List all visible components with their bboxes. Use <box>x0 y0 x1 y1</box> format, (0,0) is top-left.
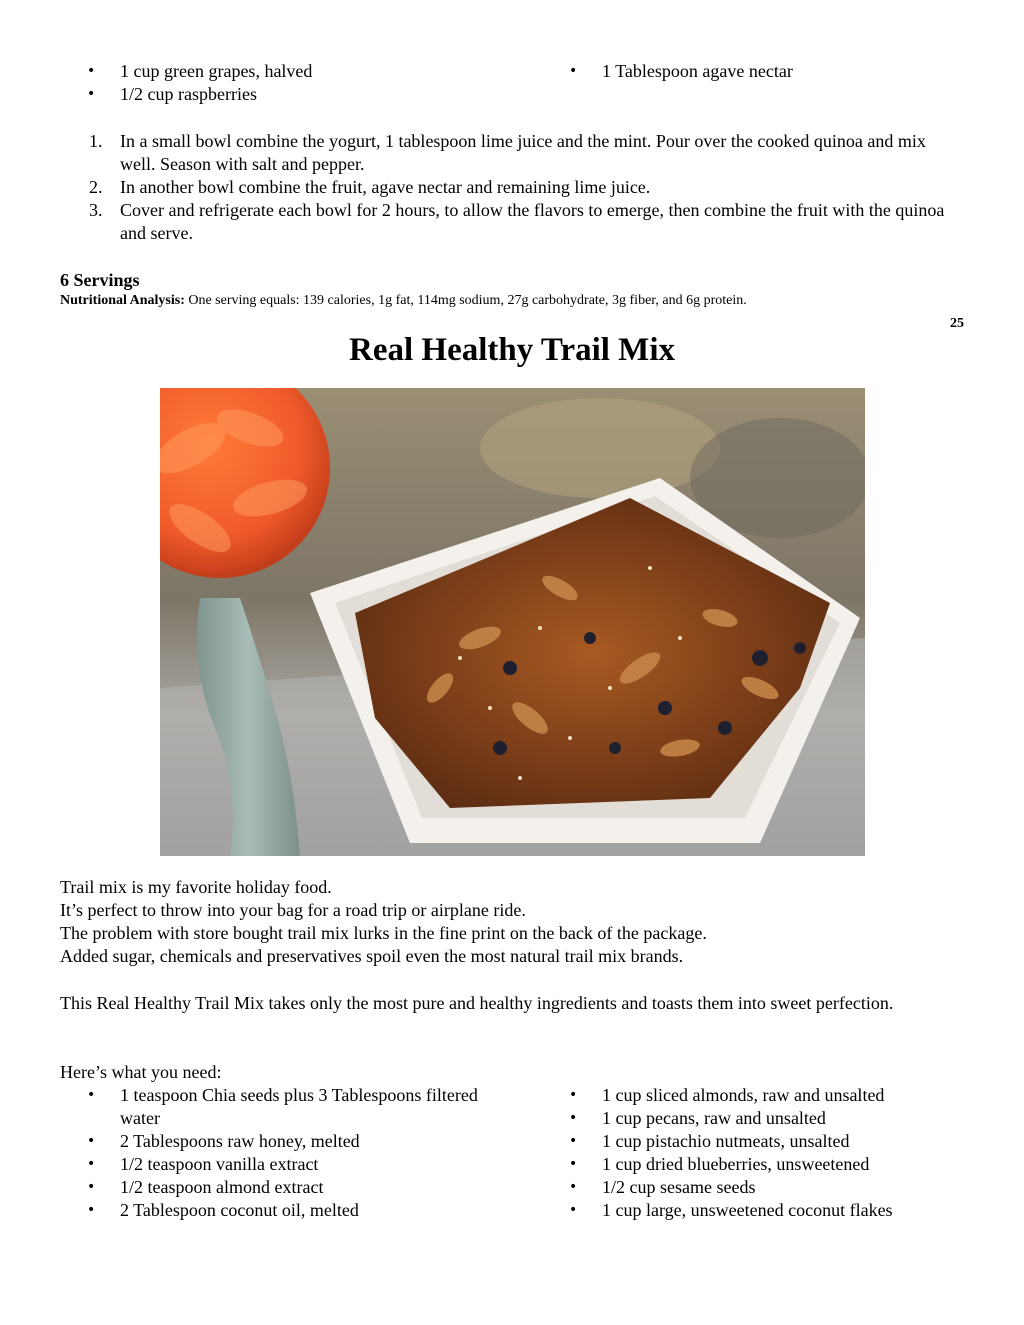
intro-line: Trail mix is my favorite holiday food. <box>60 877 332 897</box>
list-item: • 2 Tablespoon coconut oil, melted <box>60 1199 500 1222</box>
servings-heading: 6 Servings <box>60 270 140 290</box>
ingredients-left <box>60 1084 500 1222</box>
list-item: • 1 cup large, unsweetened coconut flakes <box>542 1199 992 1222</box>
top-ingredients-left <box>60 60 530 106</box>
step-text: Cover and refrigerate each bowl for 2 hours, to allow the flavors to emerge, then combine the fruit with the quinoa and serve. <box>120 200 945 243</box>
intro-line: The problem with store bought trail mix lurks in the fine print on the back of the package. <box>60 923 707 943</box>
photo-illustration <box>160 388 865 856</box>
list-item: • 1 cup pistachio nutmeats, unsalted <box>542 1130 992 1153</box>
list-item: • 1 cup sliced almonds, raw and unsalted <box>542 1084 992 1107</box>
step-number: 1. <box>89 131 103 151</box>
list-item: • 1/2 teaspoon almond extract <box>60 1176 500 1199</box>
list-item: • 1/2 cup raspberries <box>60 83 530 106</box>
list-item: • 1/2 teaspoon vanilla extract <box>60 1153 500 1176</box>
step-item <box>60 130 965 176</box>
intro-line: Added sugar, chemicals and preservatives spoil even the most natural trail mix brands. <box>60 946 684 966</box>
list-item: • 1 cup pecans, raw and unsalted <box>542 1107 992 1130</box>
step-text: In another bowl combine the fruit, agave nectar and remaining lime juice. <box>120 177 651 197</box>
intro-line: It’s perfect to throw into your bag for a road trip or airplane ride. <box>60 900 526 920</box>
nutritional-analysis <box>60 292 980 310</box>
list-item: • 1 teaspoon Chia seeds plus 3 Tablespoons filtered water <box>60 1084 500 1130</box>
top-ingredients-right <box>542 60 982 83</box>
list-item: • 1 cup dried blueberries, unsweetened <box>542 1153 992 1176</box>
page-number: 25 <box>950 316 964 331</box>
ingredients-right <box>542 1084 992 1222</box>
nutrition-text: One serving equals: 139 calories, 1g fat, 114mg sodium, 27g carbohydrate, 3g fiber, and 6g protein. <box>184 293 747 308</box>
list-item: • 1 Tablespoon agave nectar <box>542 60 982 83</box>
ingredients-heading: Here’s what you need: <box>60 1062 222 1082</box>
step-number: 3. <box>89 200 103 220</box>
step-text: In a small bowl combine the yogurt, 1 tablespoon lime juice and the mint. Pour over the cooked quinoa and mix well. Season with salt and pepper. <box>120 131 926 174</box>
intro-paragraph <box>60 992 940 1015</box>
intro-block <box>60 876 960 968</box>
paragraph-text: This Real Healthy Trail Mix takes only the most pure and healthy ingredients and toasts them into sweet perfection. <box>60 993 894 1013</box>
step-item <box>60 199 965 245</box>
list-item: • 1 cup green grapes, halved <box>60 60 530 83</box>
list-item: • 1/2 cup sesame seeds <box>542 1176 992 1199</box>
steps-list <box>60 130 965 245</box>
trail-mix-photo <box>160 388 865 856</box>
step-item <box>60 176 965 199</box>
nutrition-label: Nutritional Analysis: <box>60 293 185 308</box>
recipe-title: Real Healthy Trail Mix <box>349 332 675 368</box>
list-item: • 2 Tablespoons raw honey, melted <box>60 1130 500 1153</box>
step-number: 2. <box>89 177 103 197</box>
